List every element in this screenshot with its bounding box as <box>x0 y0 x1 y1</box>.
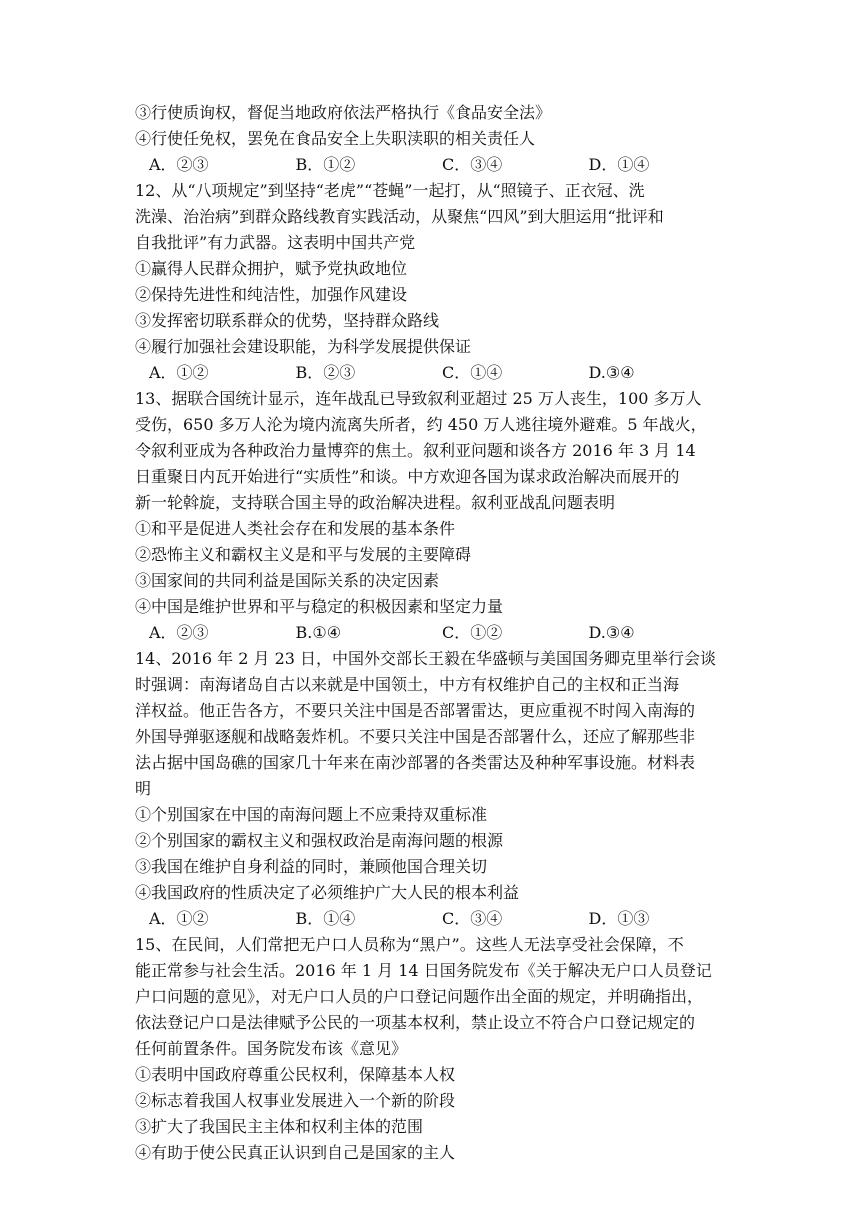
q14-stem-line-3: 洋权益。他正告各方，不要只关注中国是否部署雷达，更应重视不时闯入南海的 <box>135 701 696 720</box>
q13-stem-line-3: 令叙利亚成为各种政治力量博弈的焦土。叙利亚问题和谈各方 2016 年 3 月 14 <box>135 441 696 460</box>
q15-stem-line-5: 任何前置条件。国务院发布该《意见》 <box>135 1039 408 1058</box>
q15-option-4: ④有助于使公民真正认识到自己是国家的主人 <box>135 1143 456 1162</box>
q14-choice-c: C．③④ <box>442 909 503 928</box>
q15-stem-line-2: 能正常参与社会生活。2016 年 1 月 14 日国务院发布《关于解决无户口人员登记 <box>135 961 712 980</box>
q11-choice-d: D．①④ <box>588 155 650 174</box>
q12-choice-b: B．②③ <box>295 363 356 382</box>
q14-stem-line-1: 14、2016 年 2 月 23 日，中国外交部长王毅在华盛顿与美国国务卿克里举行会谈 <box>135 649 717 668</box>
q11-choice-a: A．②③ <box>149 155 209 174</box>
q12-option-2: ②保持先进性和纯洁性，加强作风建设 <box>135 285 408 304</box>
q14-option-3: ③我国在维护自身利益的同时，兼顾他国合理关切 <box>135 857 488 876</box>
q14-choice-b: B．①④ <box>295 909 356 928</box>
q12-stem-line-2: 洗澡、治治病”到群众路线教育实践活动，从聚焦“四风”到大胆运用“批评和 <box>135 207 664 226</box>
q15-option-1: ①表明中国政府尊重公民权利，保障基本人权 <box>135 1065 456 1084</box>
q14-option-2: ②个别国家的霸权主义和强权政治是南海问题的根源 <box>135 831 504 850</box>
q13-option-4: ④中国是维护世界和平与稳定的积极因素和坚定力量 <box>135 597 504 616</box>
q12-stem-line-3: 自我批评”有力武器。这表明中国共产党 <box>135 233 416 252</box>
q14-stem-line-6: 明 <box>135 779 152 798</box>
q13-choice-d: D.③④ <box>588 623 635 642</box>
q13-stem-line-1: 13、据联合国统计显示，连年战乱已导致叙利亚超过 25 万人丧生，100 多万人 <box>135 389 702 408</box>
q13-choices <box>135 620 735 646</box>
q15-option-2: ②标志着我国人权事业发展进入一个新的阶段 <box>135 1091 456 1110</box>
q15-stem-line-1: 15、在民间，人们常把无户口人员称为“黑户”。这些人无法享受社会保障，不 <box>135 935 684 954</box>
q11-choice-b: B．①② <box>295 155 356 174</box>
q11-option-4: ④行使任免权，罢免在食品安全上失职渎职的相关责任人 <box>135 129 536 148</box>
q11-choice-c: C．③④ <box>442 155 503 174</box>
q15-stem-line-3: 户口问题的意见》，对无户口人员的户口登记问题作出全面的规定，并明确指出， <box>135 987 704 1006</box>
q14-stem-line-5: 法占据中国岛礁的国家几十年来在南沙部署的各类雷达及种种军事设施。材料表 <box>135 753 696 772</box>
q15-stem-line-4: 依法登记户口是法律赋予公民的一项基本权利，禁止设立不符合户口登记规定的 <box>135 1013 696 1032</box>
q14-stem-line-2: 时强调：南海诸岛自古以来就是中国领土，中方有权维护自己的主权和正当海 <box>135 675 680 694</box>
q13-option-3: ③国家间的共同利益是国际关系的决定因素 <box>135 571 440 590</box>
q13-choice-c: C．①② <box>442 623 503 642</box>
exam-page <box>135 100 735 1166</box>
q15-option-3: ③扩大了我国民主主体和权利主体的范围 <box>135 1117 424 1136</box>
q12-stem-line-1: 12、从“八项规定”到坚持“老虎”“苍蝇”一起打，从“照镜子、正衣冠、洗 <box>135 181 645 200</box>
q13-option-2: ②恐怖主义和霸权主义是和平与发展的主要障碍 <box>135 545 472 564</box>
q14-option-4: ④我国政府的性质决定了必须维护广大人民的根本利益 <box>135 883 520 902</box>
q13-stem-line-4: 日重聚日内瓦开始进行“实质性”和谈。中方欢迎各国为谋求政治解决而展开的 <box>135 467 680 486</box>
q14-choice-a: A．①② <box>149 909 209 928</box>
q12-option-4: ④履行加强社会建设职能，为科学发展提供保证 <box>135 337 472 356</box>
q12-choice-d: D.③④ <box>588 363 635 382</box>
q13-stem-line-5: 新一轮斡旋，支持联合国主导的政治解决进程。叙利亚战乱问题表明 <box>135 493 616 512</box>
q13-option-1: ①和平是促进人类社会存在和发展的基本条件 <box>135 519 456 538</box>
q14-choices <box>135 906 735 932</box>
q14-stem-line-4: 外国导弹驱逐舰和战略轰炸机。不要只关注中国是否部署什么，还应了解那些非 <box>135 727 696 746</box>
q12-option-1: ①赢得人民群众拥护，赋予党执政地位 <box>135 259 408 278</box>
q12-choice-a: A．①② <box>149 363 209 382</box>
q11-choices <box>135 152 735 178</box>
q13-choice-a: A．②③ <box>149 623 209 642</box>
q11-option-3: ③行使质询权，督促当地政府依法严格执行《食品安全法》 <box>135 103 552 122</box>
q12-option-3: ③发挥密切联系群众的优势，坚持群众路线 <box>135 311 440 330</box>
q14-choice-d: D．①③ <box>588 909 650 928</box>
q13-choice-b: B.①④ <box>295 623 342 642</box>
q12-choice-c: C．①④ <box>442 363 503 382</box>
q13-stem-line-2: 受伤，650 多万人沦为境内流离失所者，约 450 万人逃往境外避难。5 年战火， <box>135 415 707 434</box>
q12-choices <box>135 360 735 386</box>
q14-option-1: ①个别国家在中国的南海问题上不应秉持双重标准 <box>135 805 488 824</box>
